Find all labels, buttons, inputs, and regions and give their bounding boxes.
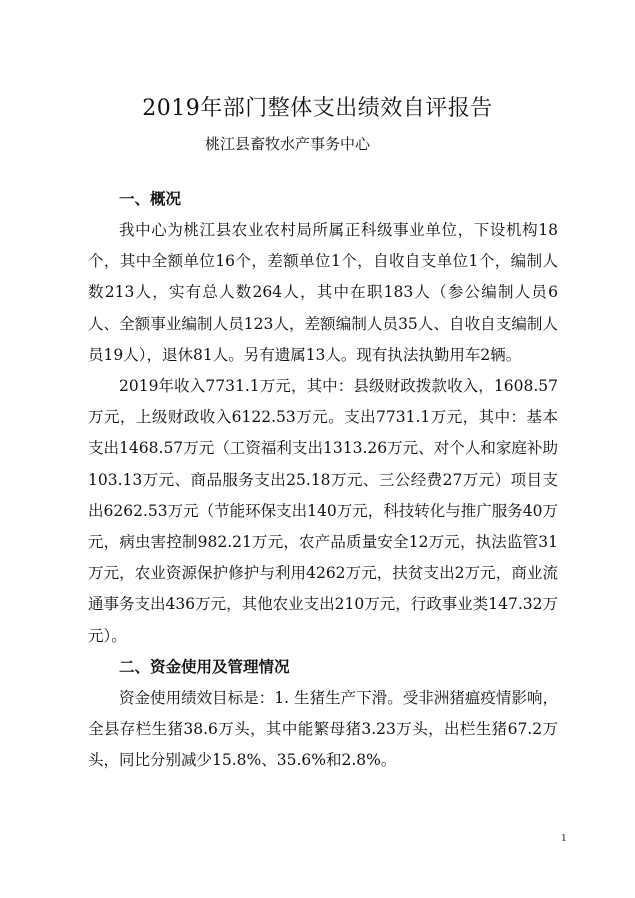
paragraph-organization: 我中心为桃江县农业农村局所属正科级事业单位，下设机构18个，其中全额单位16个，差额单位1个，自收自支单位1个，编制人数213人，实有总人数264人，其中在职183人（参公编制人员6人、全额事业编制人员123人，差额编制人员35人、自收自支编制人员19人），退休81人。另有遗属13人。现有执法执勤用车2辆。 bbox=[88, 221, 558, 364]
section-heading-overview: 一、概况 bbox=[119, 190, 182, 208]
page-number: 1 bbox=[561, 832, 567, 844]
document-subtitle: 桃江县畜牧水产事务中心 bbox=[205, 135, 371, 153]
paragraph-funds-goals: 资金使用绩效目标是：1. 生猪生产下滑。受非洲猪瘟疫情影响，全县存栏生猪38.6万头，其中能繁母猪3.23万头，出栏生猪67.2万头，同比分别减少15.8%、35.6%和2.8%。 bbox=[88, 688, 558, 770]
section-heading-funds: 二、资金使用及管理情况 bbox=[119, 657, 290, 676]
document-body bbox=[88, 184, 558, 776]
document-title: 2019年部门整体支出绩效自评报告 bbox=[142, 96, 493, 121]
paragraph-finance: 2019年收入7731.1万元，其中：县级财政拨款收入，1608.57万元，上级财政收入6122.53万元。支出7731.1万元，其中：基本支出1468.57万元（工资福利支出1313.26万元、对个人和家庭补助103.13万元、商品服务支出25.18万元、三公经费27万元）项目支出6262.53万元（节能环保支出140万元，科技转化与推广服务40万元，病虫害控制982.21万元，农产品质量安全12万元，执法监管31万元，农业资源保护修护与利用4262万元，扶贫支出2万元，商业流通事务支出436万元，其他农业支出210万元，行政事业类147.32万元）。 bbox=[88, 377, 558, 645]
